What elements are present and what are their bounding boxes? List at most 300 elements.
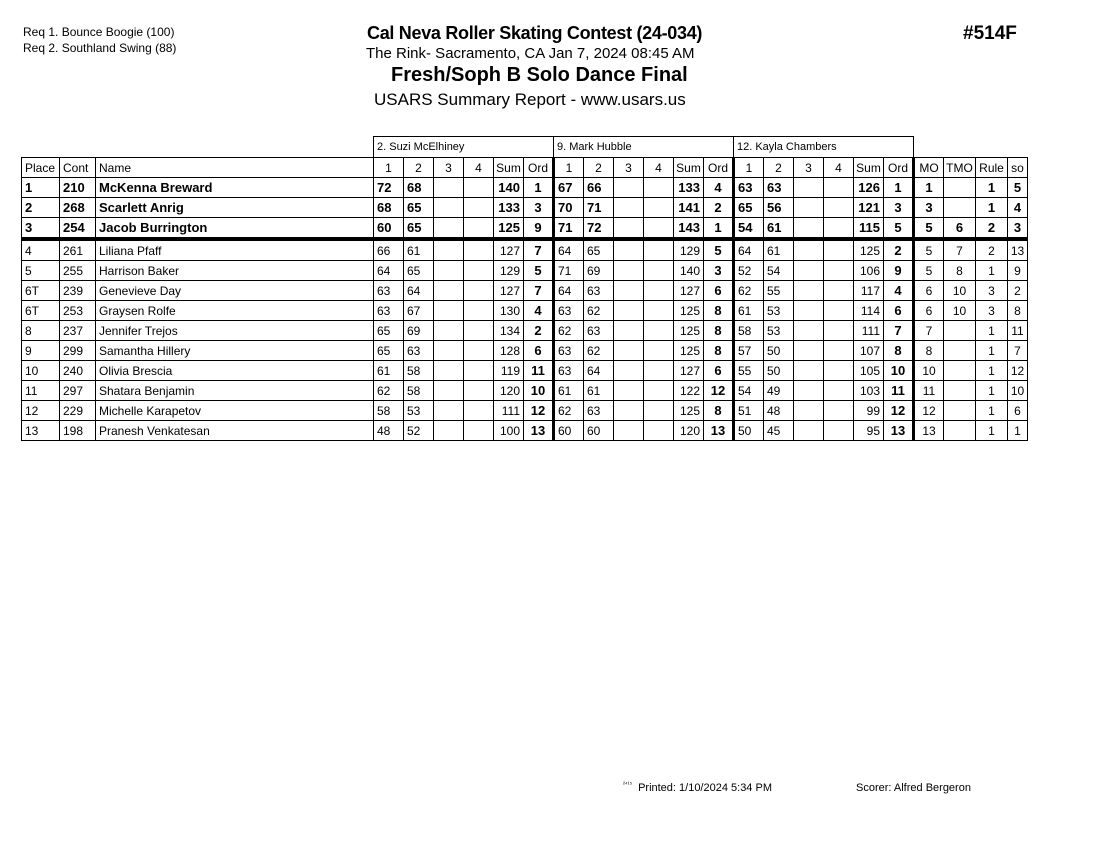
- header-judge2-col1: 1: [554, 158, 584, 178]
- ordinal-cell: 2: [524, 321, 554, 341]
- sum-cell: 121: [854, 198, 884, 218]
- table-row: [22, 381, 1028, 401]
- so-cell: 6: [1008, 401, 1028, 421]
- ordinal-cell: 11: [524, 361, 554, 381]
- score-cell: [824, 198, 854, 218]
- name-cell: Genevieve Day: [96, 281, 374, 301]
- score-cell: 61: [764, 218, 794, 240]
- score-cell: [464, 341, 494, 361]
- score-cell: 62: [374, 381, 404, 401]
- header-judge3-col5: Sum: [854, 158, 884, 178]
- name-cell: Liliana Pfaff: [96, 239, 374, 261]
- score-cell: 50: [764, 341, 794, 361]
- score-cell: [614, 381, 644, 401]
- header-judge1-col5: Sum: [494, 158, 524, 178]
- table-row: [22, 321, 1028, 341]
- table-row: [22, 218, 1028, 240]
- table-row: [22, 239, 1028, 261]
- score-cell: 64: [554, 281, 584, 301]
- tmo-cell: [944, 401, 976, 421]
- score-cell: [434, 421, 464, 441]
- score-cell: 48: [764, 401, 794, 421]
- cont-cell: 198: [60, 421, 96, 441]
- ordinal-cell: 6: [524, 341, 554, 361]
- score-cell: [644, 198, 674, 218]
- cont-cell: 255: [60, 261, 96, 281]
- place-cell: 1: [22, 178, 60, 198]
- score-cell: 62: [554, 321, 584, 341]
- ordinal-cell: 5: [524, 261, 554, 281]
- mo-cell: 5: [914, 218, 944, 240]
- score-cell: [614, 218, 644, 240]
- rule-cell: 2: [976, 239, 1008, 261]
- ordinal-cell: 13: [704, 421, 734, 441]
- score-cell: 50: [734, 421, 764, 441]
- score-cell: 60: [554, 421, 584, 441]
- ordinal-cell: 12: [884, 401, 914, 421]
- score-cell: 68: [404, 178, 434, 198]
- score-cell: 63: [584, 401, 614, 421]
- cont-cell: 253: [60, 301, 96, 321]
- score-cell: 60: [584, 421, 614, 441]
- rule-cell: 1: [976, 178, 1008, 198]
- table-row: [22, 361, 1028, 381]
- score-cell: 65: [374, 321, 404, 341]
- score-cell: [434, 301, 464, 321]
- ordinal-cell: 5: [884, 218, 914, 240]
- header-judge3-col3: 3: [794, 158, 824, 178]
- score-cell: 64: [584, 361, 614, 381]
- so-cell: 3: [1008, 218, 1028, 240]
- sum-cell: 95: [854, 421, 884, 441]
- header-judge2-col4: 4: [644, 158, 674, 178]
- score-cell: [464, 261, 494, 281]
- tmo-cell: [944, 341, 976, 361]
- ordinal-cell: 8: [884, 341, 914, 361]
- tmo-cell: [944, 381, 976, 401]
- score-cell: [824, 341, 854, 361]
- ordinal-cell: 3: [524, 198, 554, 218]
- header-rule: Rule: [976, 158, 1008, 178]
- rule-cell: 1: [976, 321, 1008, 341]
- mo-cell: 7: [914, 321, 944, 341]
- sum-cell: 125: [494, 218, 524, 240]
- score-cell: 69: [404, 321, 434, 341]
- score-cell: 61: [404, 239, 434, 261]
- score-cell: [794, 178, 824, 198]
- score-cell: 63: [374, 301, 404, 321]
- sum-cell: 99: [854, 401, 884, 421]
- header-judge3-col2: 2: [764, 158, 794, 178]
- tmo-cell: [944, 361, 976, 381]
- sum-cell: 141: [674, 198, 704, 218]
- score-cell: [794, 361, 824, 381]
- cont-cell: 297: [60, 381, 96, 401]
- requirement-1: Req 1. Bounce Boogie (100): [23, 25, 175, 39]
- ordinal-cell: 11: [884, 381, 914, 401]
- tmo-cell: [944, 178, 976, 198]
- score-cell: [794, 341, 824, 361]
- score-cell: 52: [734, 261, 764, 281]
- place-cell: 11: [22, 381, 60, 401]
- sum-cell: 126: [854, 178, 884, 198]
- table-row: [22, 301, 1028, 321]
- score-cell: [824, 301, 854, 321]
- judges-row: [22, 137, 1028, 158]
- score-cell: [434, 198, 464, 218]
- score-cell: [464, 361, 494, 381]
- score-cell: 62: [734, 281, 764, 301]
- sum-cell: 111: [854, 321, 884, 341]
- ordinal-cell: 7: [524, 239, 554, 261]
- tmo-cell: [944, 198, 976, 218]
- event-title: Fresh/Soph B Solo Dance Final: [391, 64, 688, 86]
- so-cell: 9: [1008, 261, 1028, 281]
- contest-location-date: The Rink- Sacramento, CA Jan 7, 2024 08:45 AM: [366, 45, 695, 62]
- mo-cell: 8: [914, 341, 944, 361]
- score-cell: [614, 361, 644, 381]
- name-cell: Shatara Benjamin: [96, 381, 374, 401]
- header-tmo: TMO: [944, 158, 976, 178]
- score-cell: [824, 261, 854, 281]
- ordinal-cell: 12: [524, 401, 554, 421]
- score-cell: 62: [584, 301, 614, 321]
- ordinal-cell: 13: [524, 421, 554, 441]
- sum-cell: 120: [494, 381, 524, 401]
- score-cell: 65: [404, 261, 434, 281]
- tmo-cell: 8: [944, 261, 976, 281]
- score-cell: [434, 218, 464, 240]
- cont-cell: 268: [60, 198, 96, 218]
- name-cell: Michelle Karapetov: [96, 401, 374, 421]
- cont-cell: 240: [60, 361, 96, 381]
- sum-cell: 125: [674, 341, 704, 361]
- rule-cell: 3: [976, 301, 1008, 321]
- ordinal-cell: 9: [884, 261, 914, 281]
- score-cell: 71: [584, 198, 614, 218]
- score-cell: [824, 281, 854, 301]
- sum-cell: 140: [494, 178, 524, 198]
- header-place: Place: [22, 158, 60, 178]
- score-cell: [614, 401, 644, 421]
- tmo-cell: 7: [944, 239, 976, 261]
- place-cell: 4: [22, 239, 60, 261]
- sum-cell: 127: [494, 239, 524, 261]
- score-cell: [794, 401, 824, 421]
- score-cell: 64: [554, 239, 584, 261]
- ordinal-cell: 7: [524, 281, 554, 301]
- score-cell: 65: [404, 218, 434, 240]
- mo-cell: 11: [914, 381, 944, 401]
- score-cell: [644, 178, 674, 198]
- score-cell: [614, 178, 644, 198]
- score-cell: [464, 321, 494, 341]
- requirement-2: Req 2. Southland Swing (88): [23, 41, 177, 55]
- score-cell: 66: [584, 178, 614, 198]
- score-cell: [434, 261, 464, 281]
- mo-cell: 12: [914, 401, 944, 421]
- score-cell: [614, 341, 644, 361]
- header-judge1-col4: 4: [464, 158, 494, 178]
- header-judge1-col3: 3: [434, 158, 464, 178]
- header-judge2-col6: Ord: [704, 158, 734, 178]
- name-cell: Pranesh Venkatesan: [96, 421, 374, 441]
- ordinal-cell: 3: [704, 261, 734, 281]
- score-cell: [644, 401, 674, 421]
- so-cell: 8: [1008, 301, 1028, 321]
- ordinal-cell: 1: [524, 178, 554, 198]
- name-cell: McKenna Breward: [96, 178, 374, 198]
- mo-cell: 13: [914, 421, 944, 441]
- mo-cell: 5: [914, 239, 944, 261]
- so-cell: 5: [1008, 178, 1028, 198]
- score-cell: [614, 321, 644, 341]
- header-name: Name: [96, 158, 374, 178]
- place-cell: 3: [22, 218, 60, 240]
- mo-cell: 5: [914, 261, 944, 281]
- sum-cell: 100: [494, 421, 524, 441]
- score-cell: 63: [584, 321, 614, 341]
- score-cell: [464, 281, 494, 301]
- header-judge2-col5: Sum: [674, 158, 704, 178]
- ordinal-cell: 10: [524, 381, 554, 401]
- score-cell: [434, 381, 464, 401]
- score-cell: 71: [554, 218, 584, 240]
- score-cell: [644, 281, 674, 301]
- score-cell: [464, 381, 494, 401]
- so-cell: 7: [1008, 341, 1028, 361]
- score-cell: [644, 341, 674, 361]
- score-cell: [794, 239, 824, 261]
- sum-cell: 106: [854, 261, 884, 281]
- table-row: [22, 178, 1028, 198]
- score-cell: 53: [764, 301, 794, 321]
- score-cell: [614, 198, 644, 218]
- sum-cell: 125: [674, 301, 704, 321]
- score-cell: [644, 218, 674, 240]
- score-cell: 67: [554, 178, 584, 198]
- score-cell: 57: [734, 341, 764, 361]
- tmo-cell: 10: [944, 301, 976, 321]
- score-cell: [464, 301, 494, 321]
- score-cell: [464, 401, 494, 421]
- header-judge1-col2: 2: [404, 158, 434, 178]
- sum-cell: 129: [494, 261, 524, 281]
- score-cell: 72: [584, 218, 614, 240]
- place-cell: 5: [22, 261, 60, 281]
- event-code: #514F: [963, 23, 1017, 44]
- score-cell: 55: [734, 361, 764, 381]
- sum-cell: 130: [494, 301, 524, 321]
- score-cell: 60: [374, 218, 404, 240]
- score-cell: [434, 401, 464, 421]
- tmo-cell: 10: [944, 281, 976, 301]
- name-cell: Olivia Brescia: [96, 361, 374, 381]
- score-cell: 58: [404, 381, 434, 401]
- score-cell: [614, 421, 644, 441]
- header-judge3-col1: 1: [734, 158, 764, 178]
- score-cell: [434, 281, 464, 301]
- score-cell: 55: [764, 281, 794, 301]
- score-cell: 52: [404, 421, 434, 441]
- score-cell: 65: [734, 198, 764, 218]
- score-cell: [644, 321, 674, 341]
- score-cell: 58: [404, 361, 434, 381]
- report-title: USARS Summary Report - www.usars.us: [374, 90, 686, 109]
- score-cell: 61: [584, 381, 614, 401]
- sum-cell: 127: [674, 281, 704, 301]
- ordinal-cell: 12: [704, 381, 734, 401]
- ordinal-cell: 6: [704, 361, 734, 381]
- score-cell: 56: [764, 198, 794, 218]
- header-mo: MO: [914, 158, 944, 178]
- mo-cell: 10: [914, 361, 944, 381]
- score-cell: 65: [404, 198, 434, 218]
- score-cell: 54: [734, 381, 764, 401]
- score-cell: [824, 401, 854, 421]
- table-row: [22, 198, 1028, 218]
- rule-cell: 3: [976, 281, 1008, 301]
- score-cell: 45: [764, 421, 794, 441]
- ordinal-cell: 4: [704, 178, 734, 198]
- cont-cell: 299: [60, 341, 96, 361]
- score-cell: 64: [374, 261, 404, 281]
- so-cell: 11: [1008, 321, 1028, 341]
- place-cell: 6T: [22, 301, 60, 321]
- ordinal-cell: 8: [704, 401, 734, 421]
- ordinal-cell: 1: [884, 178, 914, 198]
- score-cell: [794, 281, 824, 301]
- score-cell: 62: [584, 341, 614, 361]
- sum-cell: 125: [674, 401, 704, 421]
- score-cell: [434, 361, 464, 381]
- table-row: [22, 421, 1028, 441]
- rule-cell: 1: [976, 198, 1008, 218]
- score-cell: 61: [374, 361, 404, 381]
- sum-cell: 115: [854, 218, 884, 240]
- sum-cell: 117: [854, 281, 884, 301]
- score-cell: [824, 178, 854, 198]
- score-cell: [464, 178, 494, 198]
- score-cell: [824, 321, 854, 341]
- column-header-row: [22, 158, 1028, 178]
- sum-cell: 111: [494, 401, 524, 421]
- mo-cell: 6: [914, 281, 944, 301]
- header-so: so: [1008, 158, 1028, 178]
- score-cell: [644, 301, 674, 321]
- cont-cell: 210: [60, 178, 96, 198]
- score-cell: 63: [764, 178, 794, 198]
- score-cell: 53: [404, 401, 434, 421]
- score-cell: 54: [734, 218, 764, 240]
- printed-date: Printed: 1/10/2024 5:34 PM: [638, 782, 772, 794]
- score-cell: 61: [554, 381, 584, 401]
- results-table: [21, 136, 1028, 441]
- sum-cell: 133: [674, 178, 704, 198]
- name-cell: Jennifer Trejos: [96, 321, 374, 341]
- sum-cell: 133: [494, 198, 524, 218]
- judge-3-name: 12. Kayla Chambers: [734, 137, 914, 158]
- place-cell: 2: [22, 198, 60, 218]
- table-row: [22, 261, 1028, 281]
- place-cell: 6T: [22, 281, 60, 301]
- ordinal-cell: 6: [704, 281, 734, 301]
- score-cell: [434, 321, 464, 341]
- ordinal-cell: 4: [524, 301, 554, 321]
- name-cell: Jacob Burrington: [96, 218, 374, 240]
- name-cell: Harrison Baker: [96, 261, 374, 281]
- score-cell: 71: [554, 261, 584, 281]
- rule-cell: 1: [976, 381, 1008, 401]
- header-judge2-col2: 2: [584, 158, 614, 178]
- so-cell: 2: [1008, 281, 1028, 301]
- place-cell: 8: [22, 321, 60, 341]
- rule-cell: 1: [976, 341, 1008, 361]
- ordinal-cell: 8: [704, 301, 734, 321]
- mo-cell: 1: [914, 178, 944, 198]
- sum-cell: 127: [674, 361, 704, 381]
- name-cell: Graysen Rolfe: [96, 301, 374, 321]
- score-cell: 61: [764, 239, 794, 261]
- page-mark: ²⁴¹⁵: [623, 782, 633, 789]
- score-cell: 58: [374, 401, 404, 421]
- sum-cell: 125: [854, 239, 884, 261]
- score-cell: [824, 421, 854, 441]
- ordinal-cell: 7: [884, 321, 914, 341]
- score-cell: [464, 218, 494, 240]
- header-judge1-col1: 1: [374, 158, 404, 178]
- so-cell: 4: [1008, 198, 1028, 218]
- header-judge2-col3: 3: [614, 158, 644, 178]
- score-cell: [614, 261, 644, 281]
- ordinal-cell: 2: [884, 239, 914, 261]
- table-row: [22, 341, 1028, 361]
- score-cell: [464, 239, 494, 261]
- rule-cell: 1: [976, 421, 1008, 441]
- score-cell: 63: [584, 281, 614, 301]
- judge-2-name: 9. Mark Hubble: [554, 137, 734, 158]
- score-cell: [794, 261, 824, 281]
- sum-cell: 128: [494, 341, 524, 361]
- header-cont: Cont: [60, 158, 96, 178]
- score-cell: 61: [734, 301, 764, 321]
- score-cell: 63: [554, 301, 584, 321]
- score-cell: 69: [584, 261, 614, 281]
- score-cell: [644, 381, 674, 401]
- score-cell: 50: [764, 361, 794, 381]
- cont-cell: 261: [60, 239, 96, 261]
- cont-cell: 239: [60, 281, 96, 301]
- ordinal-cell: 13: [884, 421, 914, 441]
- score-cell: 68: [374, 198, 404, 218]
- sum-cell: 120: [674, 421, 704, 441]
- score-cell: 64: [734, 239, 764, 261]
- score-cell: [464, 198, 494, 218]
- score-cell: [434, 239, 464, 261]
- ordinal-cell: 3: [884, 198, 914, 218]
- score-cell: 63: [554, 341, 584, 361]
- table-row: [22, 281, 1028, 301]
- mo-cell: 3: [914, 198, 944, 218]
- so-cell: 1: [1008, 421, 1028, 441]
- so-cell: 12: [1008, 361, 1028, 381]
- rule-cell: 1: [976, 361, 1008, 381]
- ordinal-cell: 5: [704, 239, 734, 261]
- place-cell: 12: [22, 401, 60, 421]
- score-cell: [794, 198, 824, 218]
- place-cell: 10: [22, 361, 60, 381]
- header-judge1-col6: Ord: [524, 158, 554, 178]
